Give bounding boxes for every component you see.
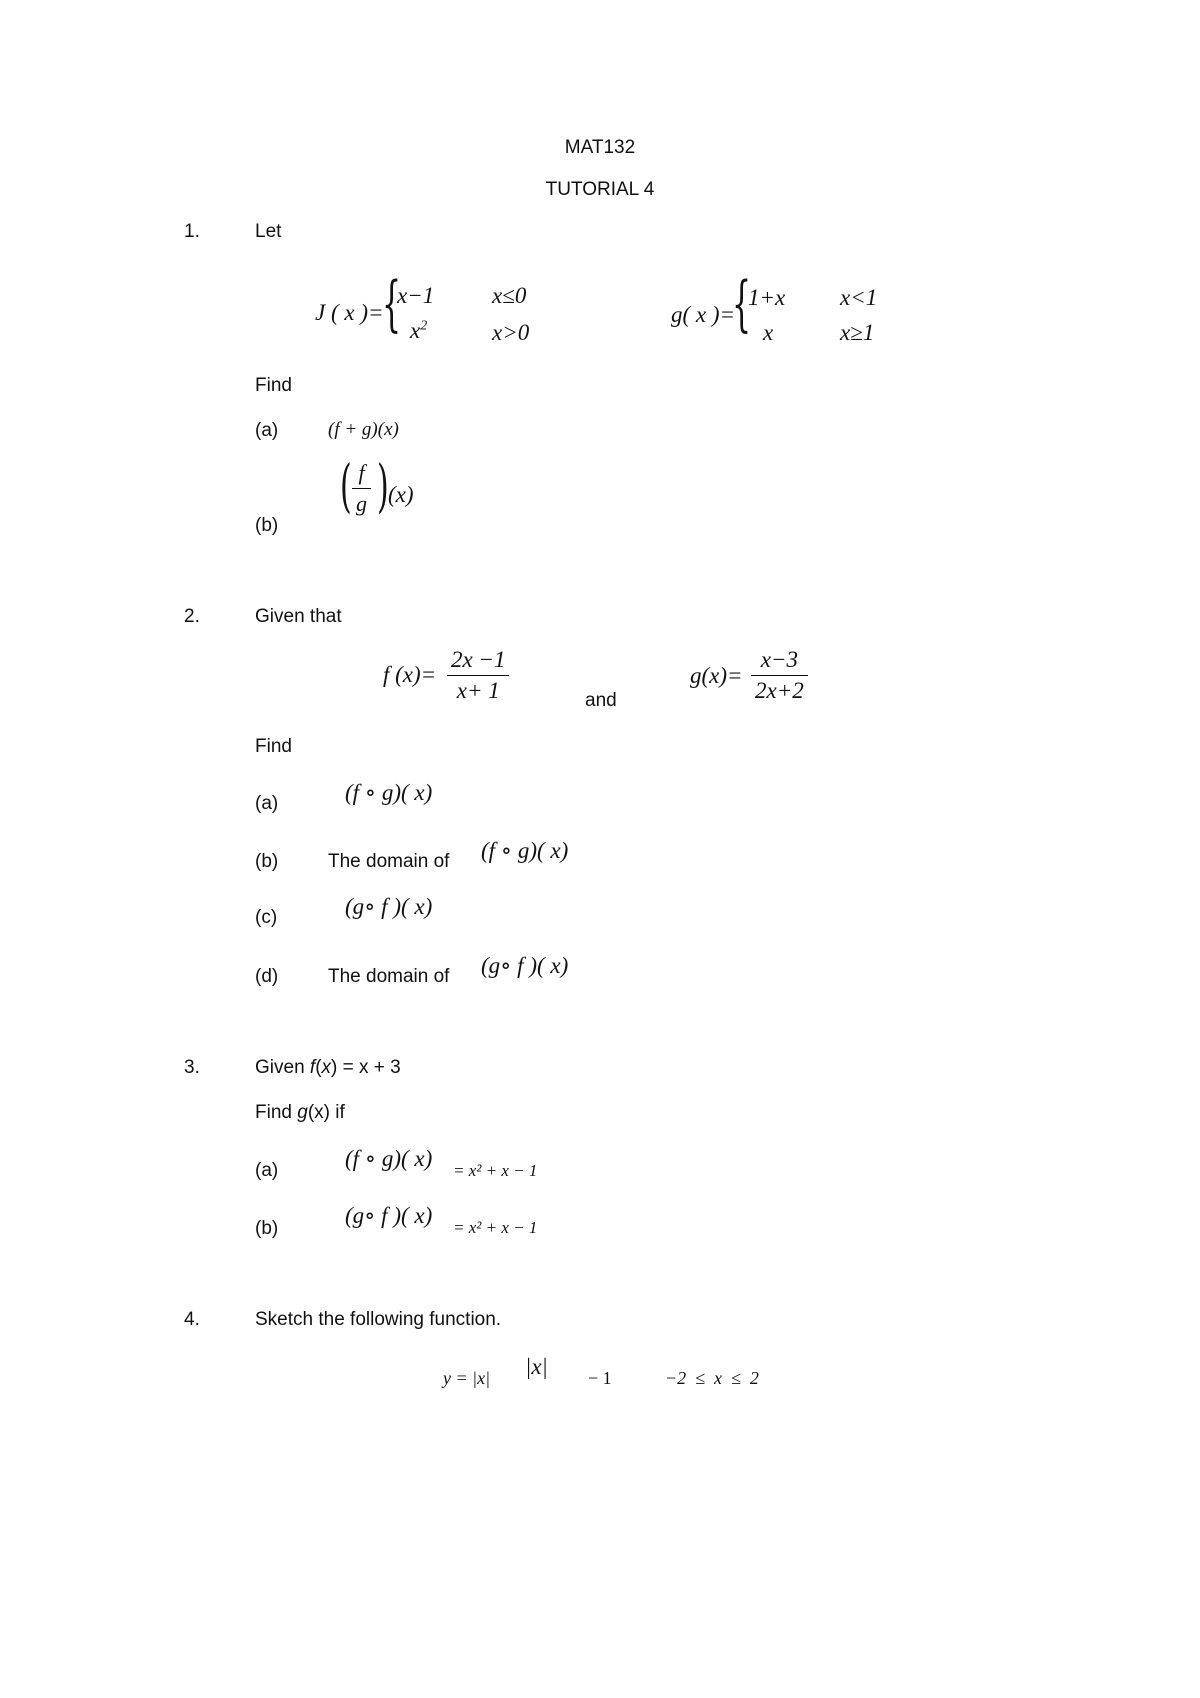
q1-g-brace: { bbox=[732, 270, 752, 340]
q3-item-b-rhs: = x² + x − 1 bbox=[453, 1218, 538, 1237]
q1-b-label: (b) bbox=[255, 515, 279, 536]
q2-f-fraction bbox=[447, 647, 509, 704]
q1-f-case2-expr: x bbox=[410, 318, 421, 343]
q4-minus-one: − 1 bbox=[588, 1368, 612, 1388]
q1-g-case2-expr: x bbox=[763, 320, 774, 345]
q1-g-case2-cond: x≥1 bbox=[840, 320, 875, 345]
q2-item-b-prefix: The domain of bbox=[328, 851, 450, 872]
q3-given-prefix: Given bbox=[255, 1057, 310, 1078]
q2-item-a-expr: (f ∘ g)( x) bbox=[345, 780, 433, 805]
q2-item-c-expr: (g∘ f )( x) bbox=[345, 894, 433, 919]
q2-item-d-expr: (g∘ f )( x) bbox=[481, 953, 569, 978]
q2-find: Find bbox=[255, 736, 292, 757]
q3-item-b-label: (b) bbox=[255, 1218, 279, 1239]
course-code: MAT132 bbox=[564, 137, 636, 158]
q1-f-case2-sup: 2 bbox=[420, 318, 428, 334]
q3-find bbox=[255, 1102, 345, 1124]
q1-g-case1-expr: 1+x bbox=[748, 285, 786, 310]
q1-g-case1-cond: x<1 bbox=[840, 285, 878, 310]
q2-g-num: x−3 bbox=[751, 647, 808, 676]
q1-f-case2 bbox=[410, 318, 427, 344]
q1-a-expr: (f + g)(x) bbox=[328, 419, 399, 440]
q1-b-tail: (x) bbox=[388, 482, 414, 507]
q1-f-case1-cond: x≤0 bbox=[492, 283, 527, 308]
q1-b-paren-close: ) bbox=[377, 454, 389, 521]
q2-item-b-expr: (f ∘ g)( x) bbox=[481, 838, 569, 863]
q1-g-name: g( x )= bbox=[671, 302, 736, 327]
q3-given-f: f bbox=[309, 1057, 316, 1078]
q2-and: and bbox=[585, 690, 617, 711]
q2-item-d-prefix: The domain of bbox=[328, 966, 450, 987]
q3-item-a-label: (a) bbox=[255, 1160, 279, 1181]
q3-given-paren: ( bbox=[315, 1057, 322, 1078]
q2-f-den: x+ 1 bbox=[456, 678, 500, 703]
q3-item-b-expr: (g∘ f )( x) bbox=[345, 1203, 433, 1228]
q2-item-d-label: (d) bbox=[255, 966, 279, 987]
q1-f-brace: { bbox=[382, 270, 402, 340]
q1-a-label: (a) bbox=[255, 420, 279, 441]
q1-b-paren-open: ( bbox=[340, 454, 352, 521]
q1-find: Find bbox=[255, 375, 292, 396]
q2-g-den: 2x+2 bbox=[755, 678, 804, 703]
q1-f-case2-cond: x>0 bbox=[492, 320, 530, 345]
q3-number: 3. bbox=[184, 1057, 200, 1078]
q3-given-rest: ) = x + 3 bbox=[331, 1057, 401, 1078]
q3-find-suffix: if bbox=[329, 1102, 345, 1123]
q4-domain: −2 ≤ x ≤ 2 bbox=[665, 1368, 759, 1388]
q1-f-case1-expr: x−1 bbox=[397, 283, 435, 308]
q3-item-a-rhs: = x² + x − 1 bbox=[453, 1161, 538, 1180]
q2-number: 2. bbox=[184, 606, 200, 627]
q1-number: 1. bbox=[184, 221, 200, 242]
q3-find-x: (x) bbox=[307, 1102, 330, 1123]
q3-item-a-expr: (f ∘ g)( x) bbox=[345, 1146, 433, 1171]
q2-f-name: f (x)= bbox=[383, 662, 437, 687]
q2-item-c-label: (c) bbox=[255, 907, 278, 928]
q2-g-fraction bbox=[751, 647, 808, 704]
q4-number: 4. bbox=[184, 1309, 200, 1330]
q1-b-num: f bbox=[352, 460, 371, 489]
q1-intro: Let bbox=[255, 221, 282, 242]
q2-f-num: 2x −1 bbox=[447, 647, 509, 676]
q2-item-a-label: (a) bbox=[255, 793, 279, 814]
q2-item-b-label: (b) bbox=[255, 851, 279, 872]
tutorial-title: TUTORIAL 4 bbox=[545, 179, 655, 200]
q3-find-prefix: Find bbox=[255, 1102, 298, 1123]
q4-instruction: Sketch the following function. bbox=[255, 1309, 502, 1330]
q3-find-g: g bbox=[297, 1102, 308, 1123]
q2-g-name: g(x)= bbox=[690, 663, 743, 688]
q3-given bbox=[255, 1057, 401, 1079]
q3-given-x: x bbox=[321, 1057, 332, 1078]
q1-f-name: J ( x )= bbox=[315, 300, 384, 325]
q4-y-part: y = |x| bbox=[443, 1368, 491, 1388]
q1-b-fraction bbox=[352, 460, 371, 517]
q4-abs-x: |x| bbox=[525, 1354, 548, 1379]
q1-b-den: g bbox=[356, 491, 367, 516]
q2-intro: Given that bbox=[255, 606, 342, 627]
